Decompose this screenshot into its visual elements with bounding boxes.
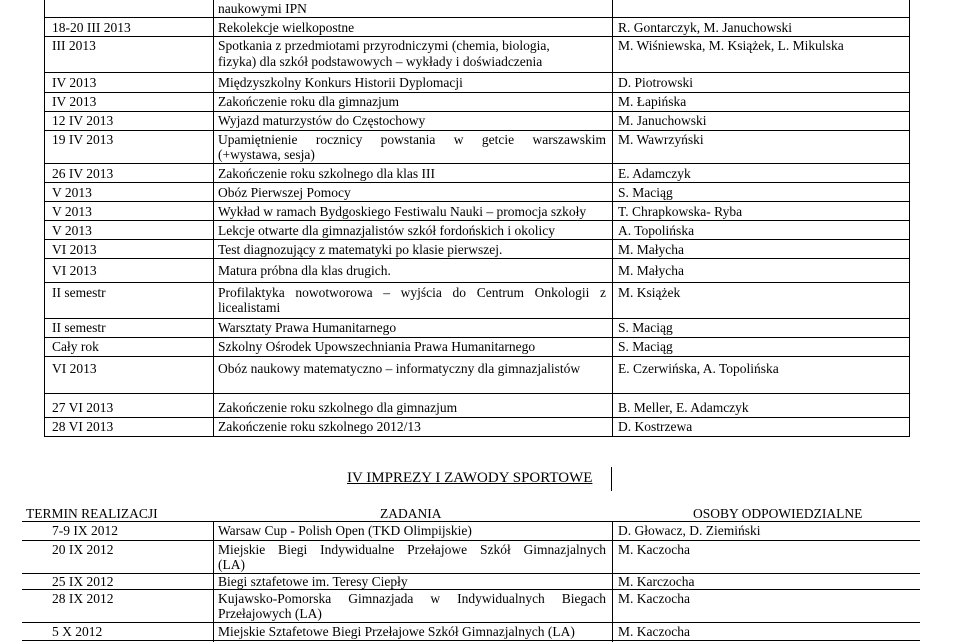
- person-cell: M. Małycha: [618, 263, 684, 278]
- person-cell: D. Piotrowski: [618, 75, 694, 90]
- person-cell: D. Głowacz, D. Ziemiński: [618, 523, 761, 538]
- row-border: [44, 356, 910, 357]
- task-cell: Warsztaty Prawa Humanitarnego: [218, 320, 397, 335]
- row-border: [44, 318, 910, 319]
- date-cell: 27 VI 2013: [52, 400, 114, 415]
- date-cell: 28 VI 2013: [52, 419, 114, 434]
- person-cell: M. Kaczocha: [618, 542, 690, 557]
- task-cell: Wykład w ramach Bydgoskiego Festiwalu Nauki – promocja szkoły: [218, 204, 587, 219]
- date-cell: V 2013: [52, 204, 92, 219]
- row-border: [22, 573, 920, 574]
- person-cell: R. Gontarczyk, M. Januchowski: [618, 20, 792, 35]
- row-border: [44, 258, 910, 259]
- date-cell: 19 IV 2013: [52, 132, 114, 147]
- person-cell: M. Kaczocha: [618, 591, 690, 606]
- date-cell: Cały rok: [52, 339, 99, 354]
- row-border: [44, 163, 910, 164]
- person-cell: M. Łapińska: [618, 94, 687, 109]
- row-border: [44, 282, 910, 283]
- task-cell: Rekolekcje wielkopostne: [218, 20, 355, 35]
- task-cell: Matura próbna dla klas drugich.: [218, 263, 391, 278]
- task-cell: fizyka) dla szkół podstawowych – wykłady i doświadczenia: [218, 54, 543, 69]
- task-cell: Zakończenie roku szkolnego dla klas III: [218, 166, 436, 181]
- person-cell: A. Topolińska: [618, 223, 695, 238]
- row-border: [44, 436, 910, 437]
- date-cell: 20 IX 2012: [52, 542, 114, 557]
- table-border-right: [909, 0, 910, 437]
- task-cell: Biegi sztafetowe im. Teresy Ciepły: [218, 574, 408, 589]
- task-cell: Szkolny Ośrodek Upowszechniania Prawa Humanitarnego: [218, 339, 536, 354]
- task-cell: Międzyszkolny Konkurs Historii Dyplomacji: [218, 75, 463, 90]
- row-border: [44, 182, 910, 183]
- person-cell: S. Maciąg: [618, 185, 673, 200]
- date-cell: 5 X 2012: [52, 624, 103, 639]
- task-cell: licealistami: [218, 300, 281, 315]
- date-cell: 26 IV 2013: [52, 166, 114, 181]
- task-cell: Zakończenie roku szkolnego 2012/13: [218, 419, 421, 434]
- person-cell: M. Kaczocha: [618, 624, 690, 639]
- date-cell: VI 2013: [52, 361, 97, 376]
- task-cell: Spotkania z przedmiotami przyrodniczymi (chemia, biologia,: [218, 38, 550, 53]
- row-border: [44, 417, 910, 418]
- person-cell: M. Wawrzyński: [618, 132, 704, 147]
- date-cell: V 2013: [52, 185, 92, 200]
- person-cell: E. Adamczyk: [618, 166, 691, 181]
- row-border: [44, 72, 910, 73]
- person-cell: M. Wiśniewska, M. Książek, L. Mikulska: [618, 38, 844, 53]
- task-cell: Zakończenie roku szkolnego dla gimnazjum: [218, 400, 458, 415]
- date-cell: VI 2013: [52, 242, 97, 257]
- date-cell: V 2013: [52, 223, 92, 238]
- person-cell: S. Maciąg: [618, 339, 673, 354]
- task-cell: Lekcje otwarte dla gimnazjalistów szkół fordońskich i okolicy: [218, 223, 556, 238]
- row-border: [44, 220, 910, 221]
- row-border: [22, 622, 920, 623]
- person-cell: T. Chrapkowska- Ryba: [618, 204, 743, 219]
- person-cell: B. Meller, E. Adamczyk: [618, 400, 749, 415]
- person-cell: M. Małycha: [618, 242, 684, 257]
- person-cell: M. Książek: [618, 285, 681, 300]
- section-heading: IV IMPREZY I ZAWODY SPORTOWE: [347, 470, 593, 486]
- row-border: [44, 92, 910, 93]
- date-cell: 18-20 III 2013: [52, 20, 131, 35]
- task-cell: Upamiętnienie rocznicy powstania w getcie warszawskim: [218, 132, 606, 147]
- date-cell: III 2013: [52, 38, 96, 53]
- person-cell: E. Czerwińska, A. Topolińska: [618, 361, 779, 376]
- task-cell: Test diagnozujący z matematyki po klasie pierwszej.: [218, 242, 503, 257]
- heading-right-rule: [611, 467, 612, 491]
- row-border: [22, 589, 920, 590]
- header-osoby: OSOBY ODPOWIEDZIALNE: [693, 506, 863, 521]
- table-col-divider: [612, 0, 613, 437]
- task-cell: Miejskie Biegi Indywidualne Przełajowe Szkół Gimnazjalnych: [218, 542, 606, 557]
- task-cell: Obóz Pierwszej Pomocy: [218, 185, 351, 200]
- task-cell: (LA): [218, 557, 245, 572]
- person-cell: D. Kostrzewa: [618, 419, 693, 434]
- table-border-left: [44, 0, 45, 437]
- row-border: [22, 540, 920, 541]
- date-cell: II semestr: [52, 320, 106, 335]
- task-cell: Zakończenie roku dla gimnazjum: [218, 94, 400, 109]
- date-cell: 12 IV 2013: [52, 113, 114, 128]
- date-cell: IV 2013: [52, 94, 97, 109]
- row-border: [44, 201, 910, 202]
- row-border: [44, 393, 910, 394]
- row-border: [44, 111, 910, 112]
- person-cell: M. Januchowski: [618, 113, 707, 128]
- row-border: [22, 640, 920, 641]
- task-cell: Przełajowych (LA): [218, 606, 322, 621]
- row-border: [44, 17, 910, 18]
- task-cell: Wyjazd maturzystów do Częstochowy: [218, 113, 426, 128]
- header-zadania: ZADANIA: [380, 506, 442, 521]
- date-cell: 25 IX 2012: [52, 574, 114, 589]
- task-cell: Miejskie Sztafetowe Biegi Przełajowe Szkół Gimnazjalnych (LA): [218, 624, 575, 639]
- task-cell: Warsaw Cup - Polish Open (TKD Olimpijskie): [218, 523, 472, 538]
- person-cell: M. Karczocha: [618, 574, 695, 589]
- date-cell: VI 2013: [52, 263, 97, 278]
- person-cell: S. Maciąg: [618, 320, 673, 335]
- row-border: [44, 36, 910, 37]
- row-border: [44, 337, 910, 338]
- header-termin: TERMIN REALIZACJI: [26, 506, 158, 521]
- row-border: [44, 239, 910, 240]
- task-cell: naukowymi IPN: [218, 1, 307, 16]
- date-cell: 28 IX 2012: [52, 591, 114, 606]
- task-cell: Obóz naukowy matematyczno – informatyczny dla gimnazjalistów: [218, 361, 581, 376]
- task-cell: Kujawsko-Pomorska Gimnazjada w Indywidualnych Biegach: [218, 591, 606, 606]
- table-col-divider: [213, 0, 214, 437]
- task-cell: (+wystawa, sesja): [218, 147, 315, 162]
- date-cell: II semestr: [52, 285, 106, 300]
- row-border: [44, 130, 910, 131]
- date-cell: 7-9 IX 2012: [52, 523, 118, 538]
- task-cell: Profilaktyka nowotworowa – wyjścia do Centrum Onkologii z: [218, 285, 606, 300]
- date-cell: IV 2013: [52, 75, 97, 90]
